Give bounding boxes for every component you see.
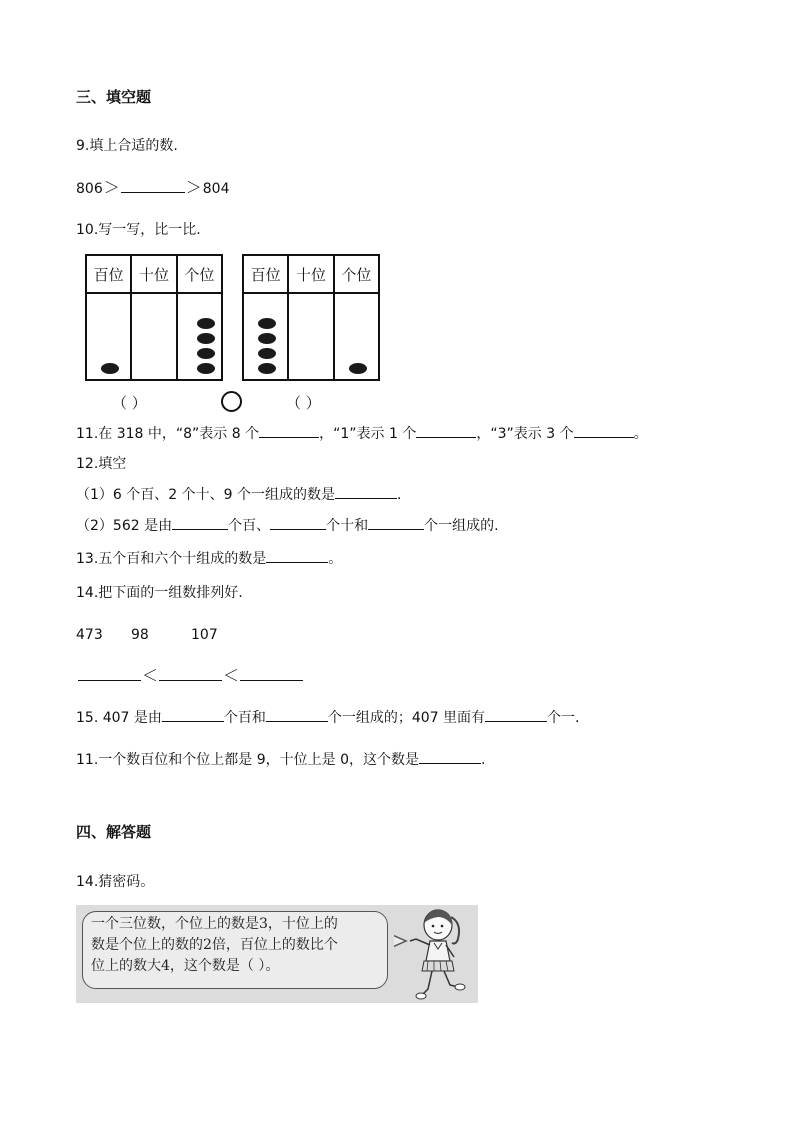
q16-text-2: . — [480, 752, 486, 768]
abacus-right — [242, 254, 380, 381]
q12-a-text-1: （1）6 个百、2 个十、9 个一组成的数是 — [76, 487, 335, 503]
bubble-line-2: 数是个位上的数的2倍，百位上的数比个 — [91, 937, 338, 953]
q12-b-text-3: 个十和 — [326, 518, 369, 534]
abacus-left-ones-column — [177, 293, 222, 380]
q14-blank-1[interactable] — [78, 666, 141, 681]
q12-a-text-2: . — [396, 487, 402, 503]
abacus-left-header-ones: 个位 — [177, 255, 222, 293]
abacus-left-answer-paren[interactable]: （ ） — [112, 394, 147, 412]
question-13 — [76, 548, 342, 569]
bead — [258, 363, 276, 374]
q11-text-3: ，“3”表示 3 个 — [476, 426, 574, 442]
q13-text-1: 13.五个百和六个十组成的数是 — [76, 551, 267, 567]
less-than-sign: ＜ — [142, 666, 159, 685]
q15-text-4: 个一. — [547, 710, 580, 726]
q13-text-2: 。 — [328, 551, 343, 567]
q14-blank-3[interactable] — [240, 666, 303, 681]
greater-than-sign: ＞ — [103, 178, 120, 197]
question-15 — [76, 707, 580, 728]
q14-ordering — [78, 666, 303, 687]
abacus-right-hundreds-column — [243, 293, 288, 380]
q15-blank-3[interactable] — [485, 707, 547, 722]
question-12-part-2 — [76, 515, 499, 536]
q12-b-blank-3[interactable] — [368, 515, 424, 530]
question-9-inequality — [76, 178, 230, 199]
q15-blank-1[interactable] — [162, 707, 224, 722]
abacus-right-ones-column — [334, 293, 379, 380]
bead — [197, 363, 215, 374]
q12-a-blank[interactable] — [335, 484, 397, 499]
q13-blank[interactable] — [266, 548, 328, 563]
q11-blank-3[interactable] — [574, 423, 634, 438]
q14-number-3: 107 — [191, 627, 218, 643]
question-17-text: 14.猜密码。 — [76, 874, 155, 890]
bubble-line-3: 位上的数大4，这个数是（ ）。 — [91, 958, 280, 974]
q14-blank-2[interactable] — [159, 666, 222, 681]
bead — [197, 318, 215, 329]
q11-blank-1[interactable] — [259, 423, 319, 438]
q14-number-1: 473 — [76, 627, 103, 643]
bead — [258, 318, 276, 329]
password-puzzle-card — [76, 905, 478, 1003]
q9-answer-blank[interactable] — [121, 178, 185, 193]
q11-blank-2[interactable] — [416, 423, 476, 438]
bead — [258, 333, 276, 344]
q16-text-1: 11.一个数百位和个位上都是 9，十位上是 0，这个数是 — [76, 752, 419, 768]
bead — [349, 363, 367, 374]
speech-bubble — [82, 911, 388, 989]
q11-text-2: ，“1”表示 1 个 — [319, 426, 417, 442]
question-10-text: 10.写一写，比一比. — [76, 222, 201, 238]
q12-b-text-4: 个一组成的. — [424, 518, 499, 534]
comparison-circle[interactable] — [221, 391, 242, 412]
question-12-part-1 — [76, 484, 401, 505]
q9-left-number: 806 — [76, 181, 103, 197]
q12-b-blank-1[interactable] — [172, 515, 228, 530]
greater-than-sign: ＞ — [185, 178, 202, 197]
abacus-left-header-tens: 十位 — [131, 255, 176, 293]
bead — [197, 348, 215, 359]
q9-right-number: 804 — [202, 181, 230, 197]
bead — [101, 363, 119, 374]
abacus-left-tens-column — [131, 293, 176, 380]
bead — [258, 348, 276, 359]
question-16 — [76, 749, 485, 770]
abacus-right-answer-paren[interactable]: （ ） — [286, 394, 321, 412]
girl-illustration — [394, 905, 478, 1003]
q16-blank[interactable] — [419, 749, 481, 764]
abacus-right-tens-column — [288, 293, 333, 380]
question-9-text: 9.填上合适的数. — [76, 138, 178, 154]
bubble-line-1: 一个三位数，个位上的数是3，十位上的 — [91, 916, 338, 932]
section-title-solve: 四、解答题 — [76, 823, 152, 841]
question-14-text: 14.把下面的一组数排列好. — [76, 585, 243, 601]
abacus-left-header-hundreds: 百位 — [86, 255, 131, 293]
abacus-right-header-hundreds: 百位 — [243, 255, 288, 293]
abacus-left-hundreds-column — [86, 293, 131, 380]
abacus-left — [85, 254, 223, 381]
q12-b-text-2: 个百、 — [228, 518, 271, 534]
q11-text-1: 11.在 318 中，“8”表示 8 个 — [76, 426, 260, 442]
less-than-sign: ＜ — [223, 666, 240, 685]
q15-text-3: 个一组成的；407 里面有 — [327, 710, 486, 726]
abacus-right-header-tens: 十位 — [288, 255, 333, 293]
section-title-fill-blank: 三、填空题 — [76, 88, 152, 106]
q12-b-text-1: （2）562 是由 — [76, 518, 173, 534]
q15-blank-2[interactable] — [266, 707, 328, 722]
question-11 — [76, 423, 648, 444]
q15-text-1: 15. 407 是由 — [76, 710, 162, 726]
abacus-right-header-ones: 个位 — [334, 255, 379, 293]
bead — [197, 333, 215, 344]
q14-number-2: 98 — [131, 627, 149, 643]
q11-text-4: 。 — [633, 426, 648, 442]
q15-text-2: 个百和 — [223, 710, 266, 726]
question-12-title: 12.填空 — [76, 456, 127, 472]
q12-b-blank-2[interactable] — [270, 515, 326, 530]
